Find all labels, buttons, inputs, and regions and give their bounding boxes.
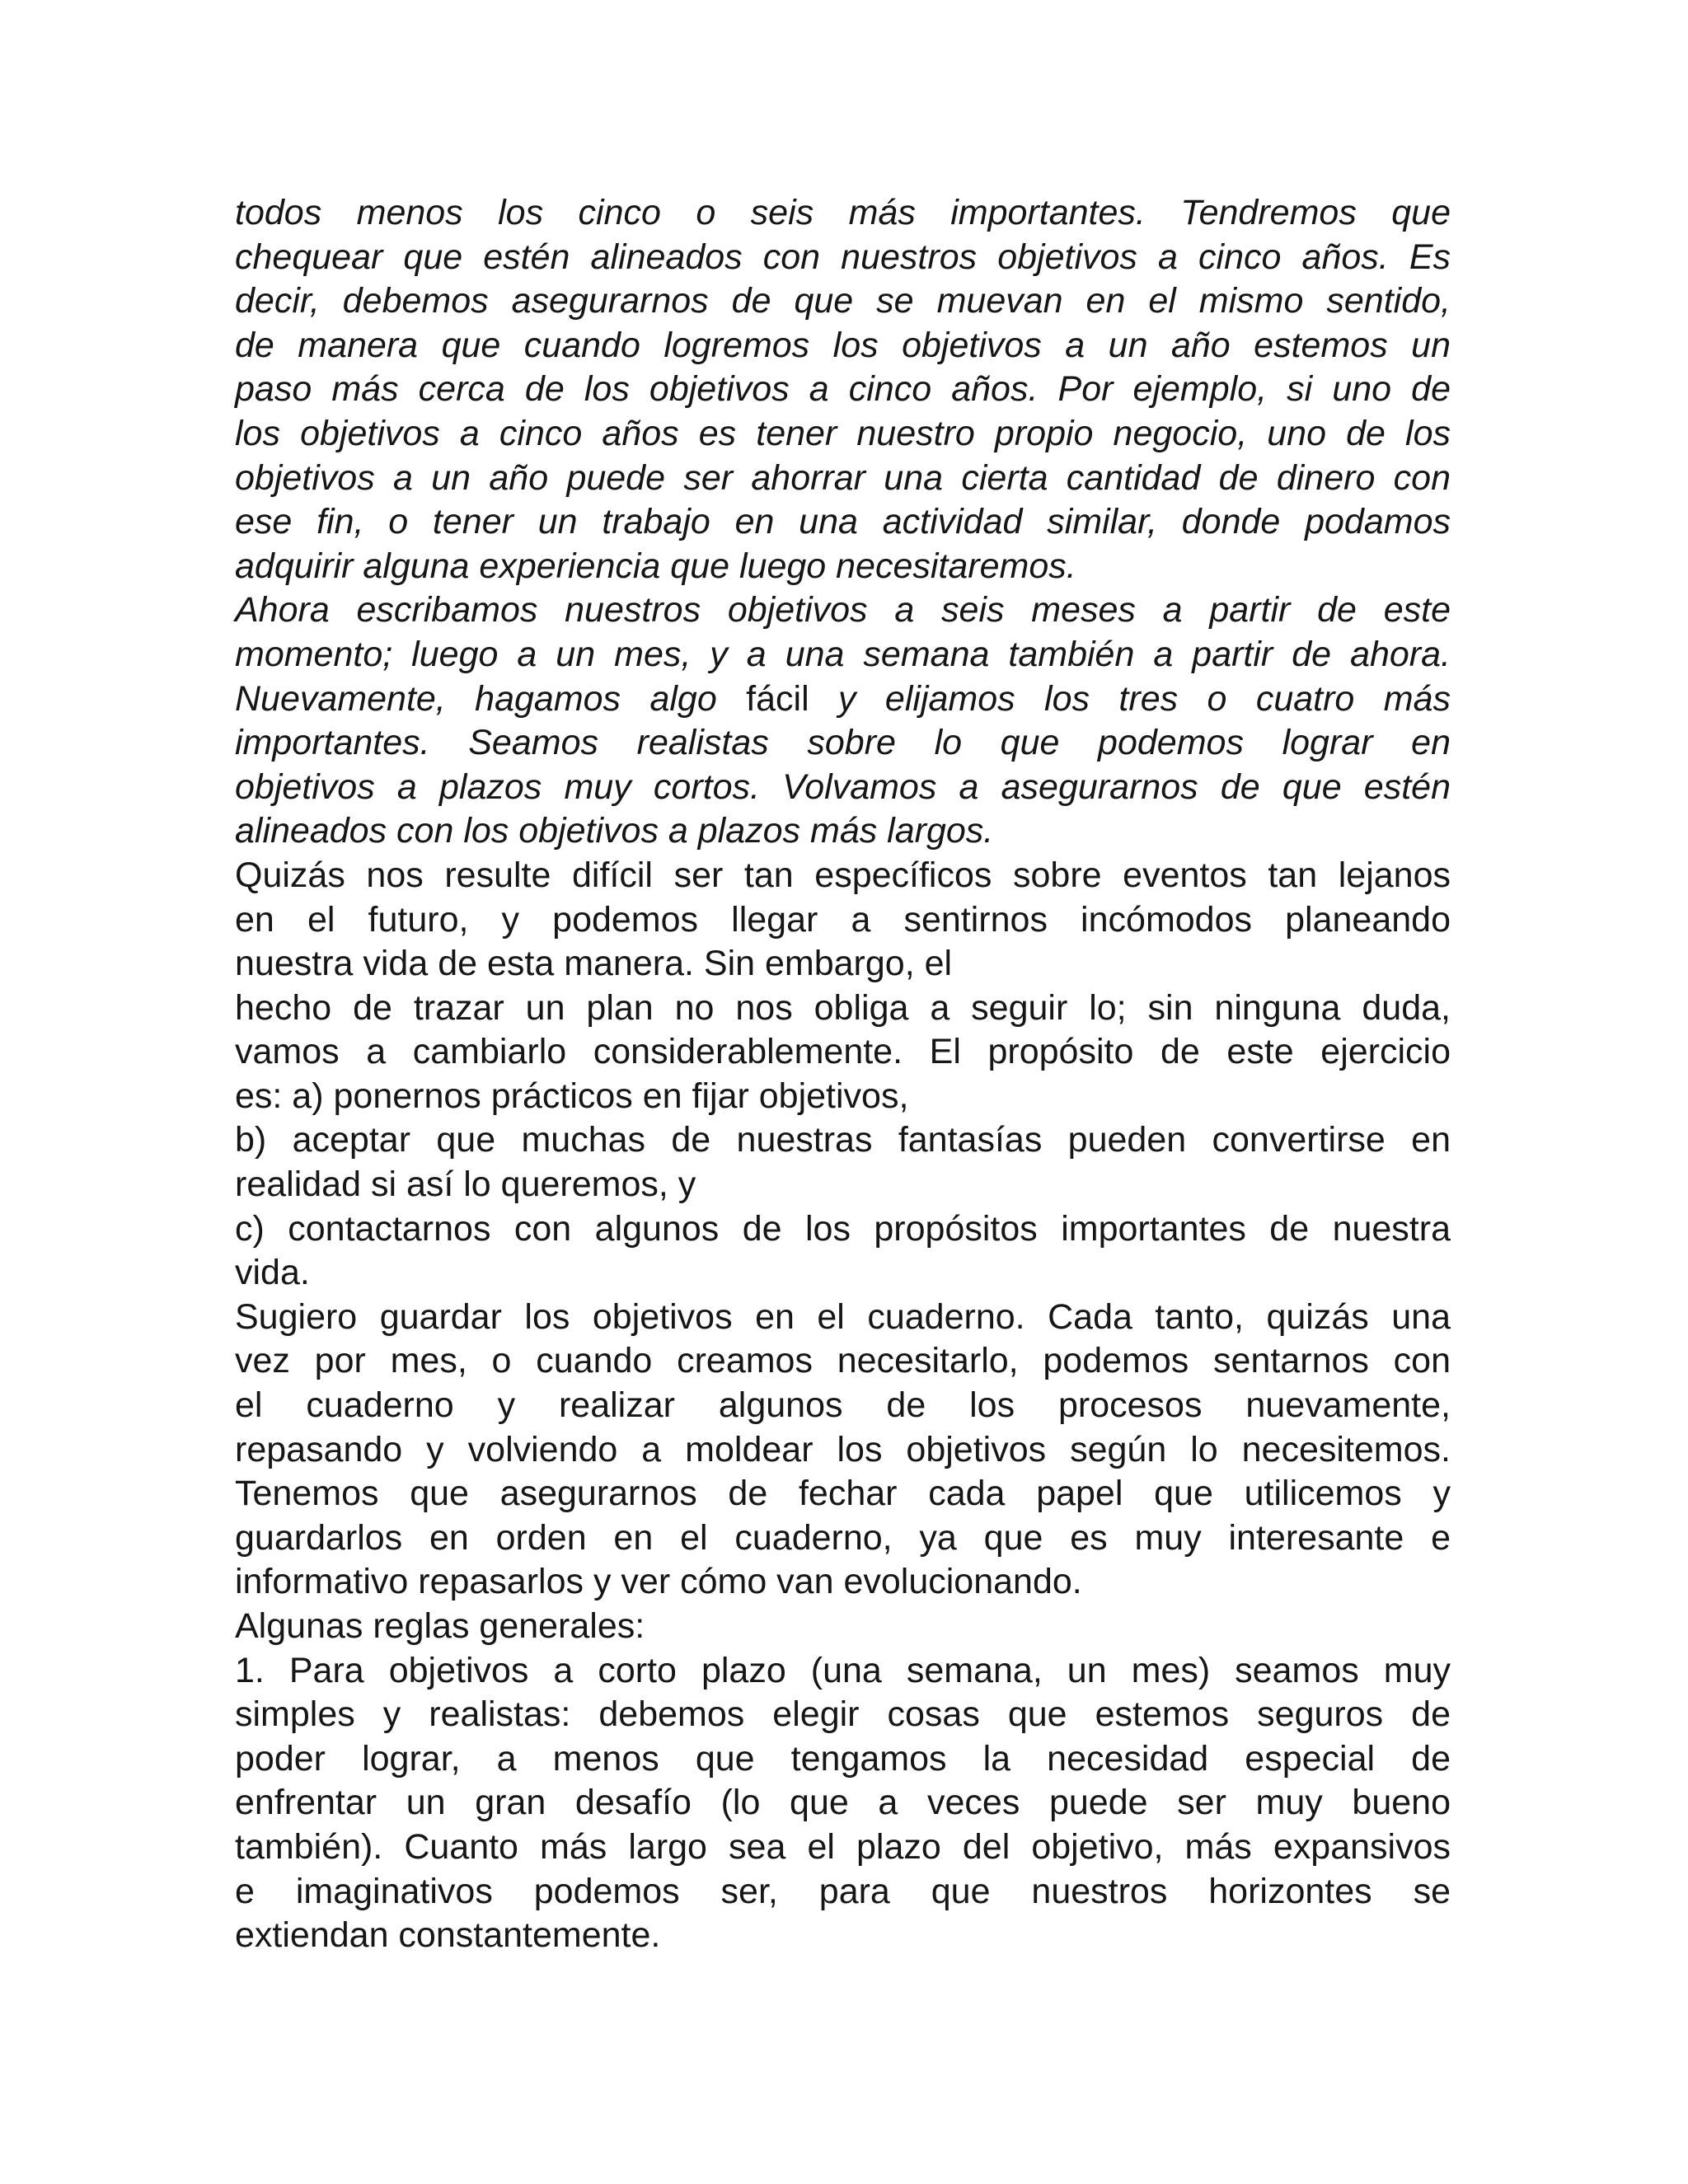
text-line: en el futuro, y podemos llegar a sentirnos incómodos planeando	[235, 899, 1451, 940]
text-line: el cuaderno y realizar algunos de los procesos nuevamente,	[235, 1385, 1451, 1426]
paragraph-p3	[235, 854, 1451, 987]
paragraph-p1	[235, 191, 1451, 588]
text-line: paso más cerca de los objetivos a cinco años. Por ejemplo, si uno de	[235, 369, 1451, 410]
text-line: realidad si así lo queremos, y	[235, 1165, 696, 1205]
text-line: vez por mes, o cuando creamos necesitarlo, podemos sentarnos con	[235, 1341, 1451, 1381]
text-line: simples y realistas: debemos elegir cosas que estemos seguros de	[235, 1694, 1451, 1735]
text-line: decir, debemos asegurarnos de que se muevan en el mismo sentido,	[235, 281, 1451, 321]
paragraph-p8	[235, 1605, 1451, 1649]
text-line: todos menos los cinco o seis más importantes. Tendremos que	[235, 193, 1451, 232]
text-line: Algunas reglas generales:	[235, 1606, 645, 1646]
text-line: Nuevamente, hagamos algo fácil y elijamos los tres o cuatro más	[235, 678, 1451, 719]
text-line: enfrentar un gran desafío (lo que a veces puede ser muy bueno	[235, 1783, 1451, 1823]
paragraph-p7	[235, 1296, 1451, 1605]
text-line: objetivos a plazos muy cortos. Volvamos a asegurarnos de que estén	[235, 766, 1451, 807]
text-line: extiendan constantemente.	[235, 1915, 661, 1956]
paragraph-p6	[235, 1207, 1451, 1296]
text-line: adquirir alguna experiencia que luego necesitaremos.	[235, 546, 1076, 586]
paragraph-p9	[235, 1649, 1451, 1958]
text-line: 1. Para objetivos a corto plazo (una semana, un mes) seamos muy	[235, 1650, 1451, 1690]
text-line: vida.	[235, 1253, 310, 1293]
text-line: hecho de trazar un plan no nos obliga a seguir lo; sin ninguna duda,	[235, 987, 1451, 1028]
text-line: c) contactarnos con algunos de los propósitos importantes de nuestra	[235, 1208, 1451, 1249]
document-page	[235, 191, 1451, 1958]
text-line: es: a) ponernos prácticos en fijar objetivos,	[235, 1076, 909, 1116]
text-line: ese fin, o tener un trabajo en una actividad similar, donde podamos	[235, 502, 1451, 542]
text-line: e imaginativos podemos ser, para que nuestros horizontes se	[235, 1871, 1451, 1911]
text-line: chequear que estén alineados con nuestros objetivos a cinco años. Es	[235, 237, 1451, 277]
paragraph-p2	[235, 588, 1451, 854]
text-line: b) aceptar que muchas de nuestras fantasías pueden convertirse en	[235, 1120, 1451, 1160]
text-line: importantes. Seamos realistas sobre lo que podemos lograr en	[235, 723, 1451, 763]
text-line: poder lograr, a menos que tengamos la necesidad especial de	[235, 1738, 1451, 1779]
paragraph-p4	[235, 987, 1451, 1119]
text-line: vamos a cambiarlo considerablemente. El propósito de este ejercicio	[235, 1032, 1451, 1072]
text-line: también). Cuanto más largo sea el plazo del objetivo, más expansivos	[235, 1826, 1451, 1867]
text-line: momento; luego a un mes, y a una semana también a partir de ahora.	[235, 634, 1451, 674]
text-line: nuestra vida de esta manera. Sin embargo, el	[235, 944, 953, 984]
text-line: guardarlos en orden en el cuaderno, ya que es muy interesante e	[235, 1517, 1451, 1558]
paragraph-p5	[235, 1118, 1451, 1207]
text-line: informativo repasarlos y ver cómo van evolucionando.	[235, 1562, 1082, 1602]
text-line: repasando y volviendo a moldear los objetivos según lo necesitemos.	[235, 1429, 1451, 1469]
text-line: objetivos a un año puede ser ahorrar una cierta cantidad de dinero con	[235, 457, 1451, 498]
text-line: de manera que cuando logremos los objetivos a un año estemos un	[235, 325, 1451, 365]
document-body	[235, 191, 1451, 1958]
text-line: alineados con los objetivos a plazos más largos.	[235, 811, 994, 851]
text-line: Quizás nos resulte difícil ser tan específicos sobre eventos tan lejanos	[235, 855, 1451, 895]
text-line: Tenemos que asegurarnos de fechar cada papel que utilicemos y	[235, 1474, 1451, 1514]
text-line: Sugiero guardar los objetivos en el cuaderno. Cada tanto, quizás una	[235, 1296, 1451, 1337]
text-line: los objetivos a cinco años es tener nuestro propio negocio, uno de los	[235, 413, 1451, 453]
text-line: Ahora escribamos nuestros objetivos a seis meses a partir de este	[235, 590, 1451, 630]
